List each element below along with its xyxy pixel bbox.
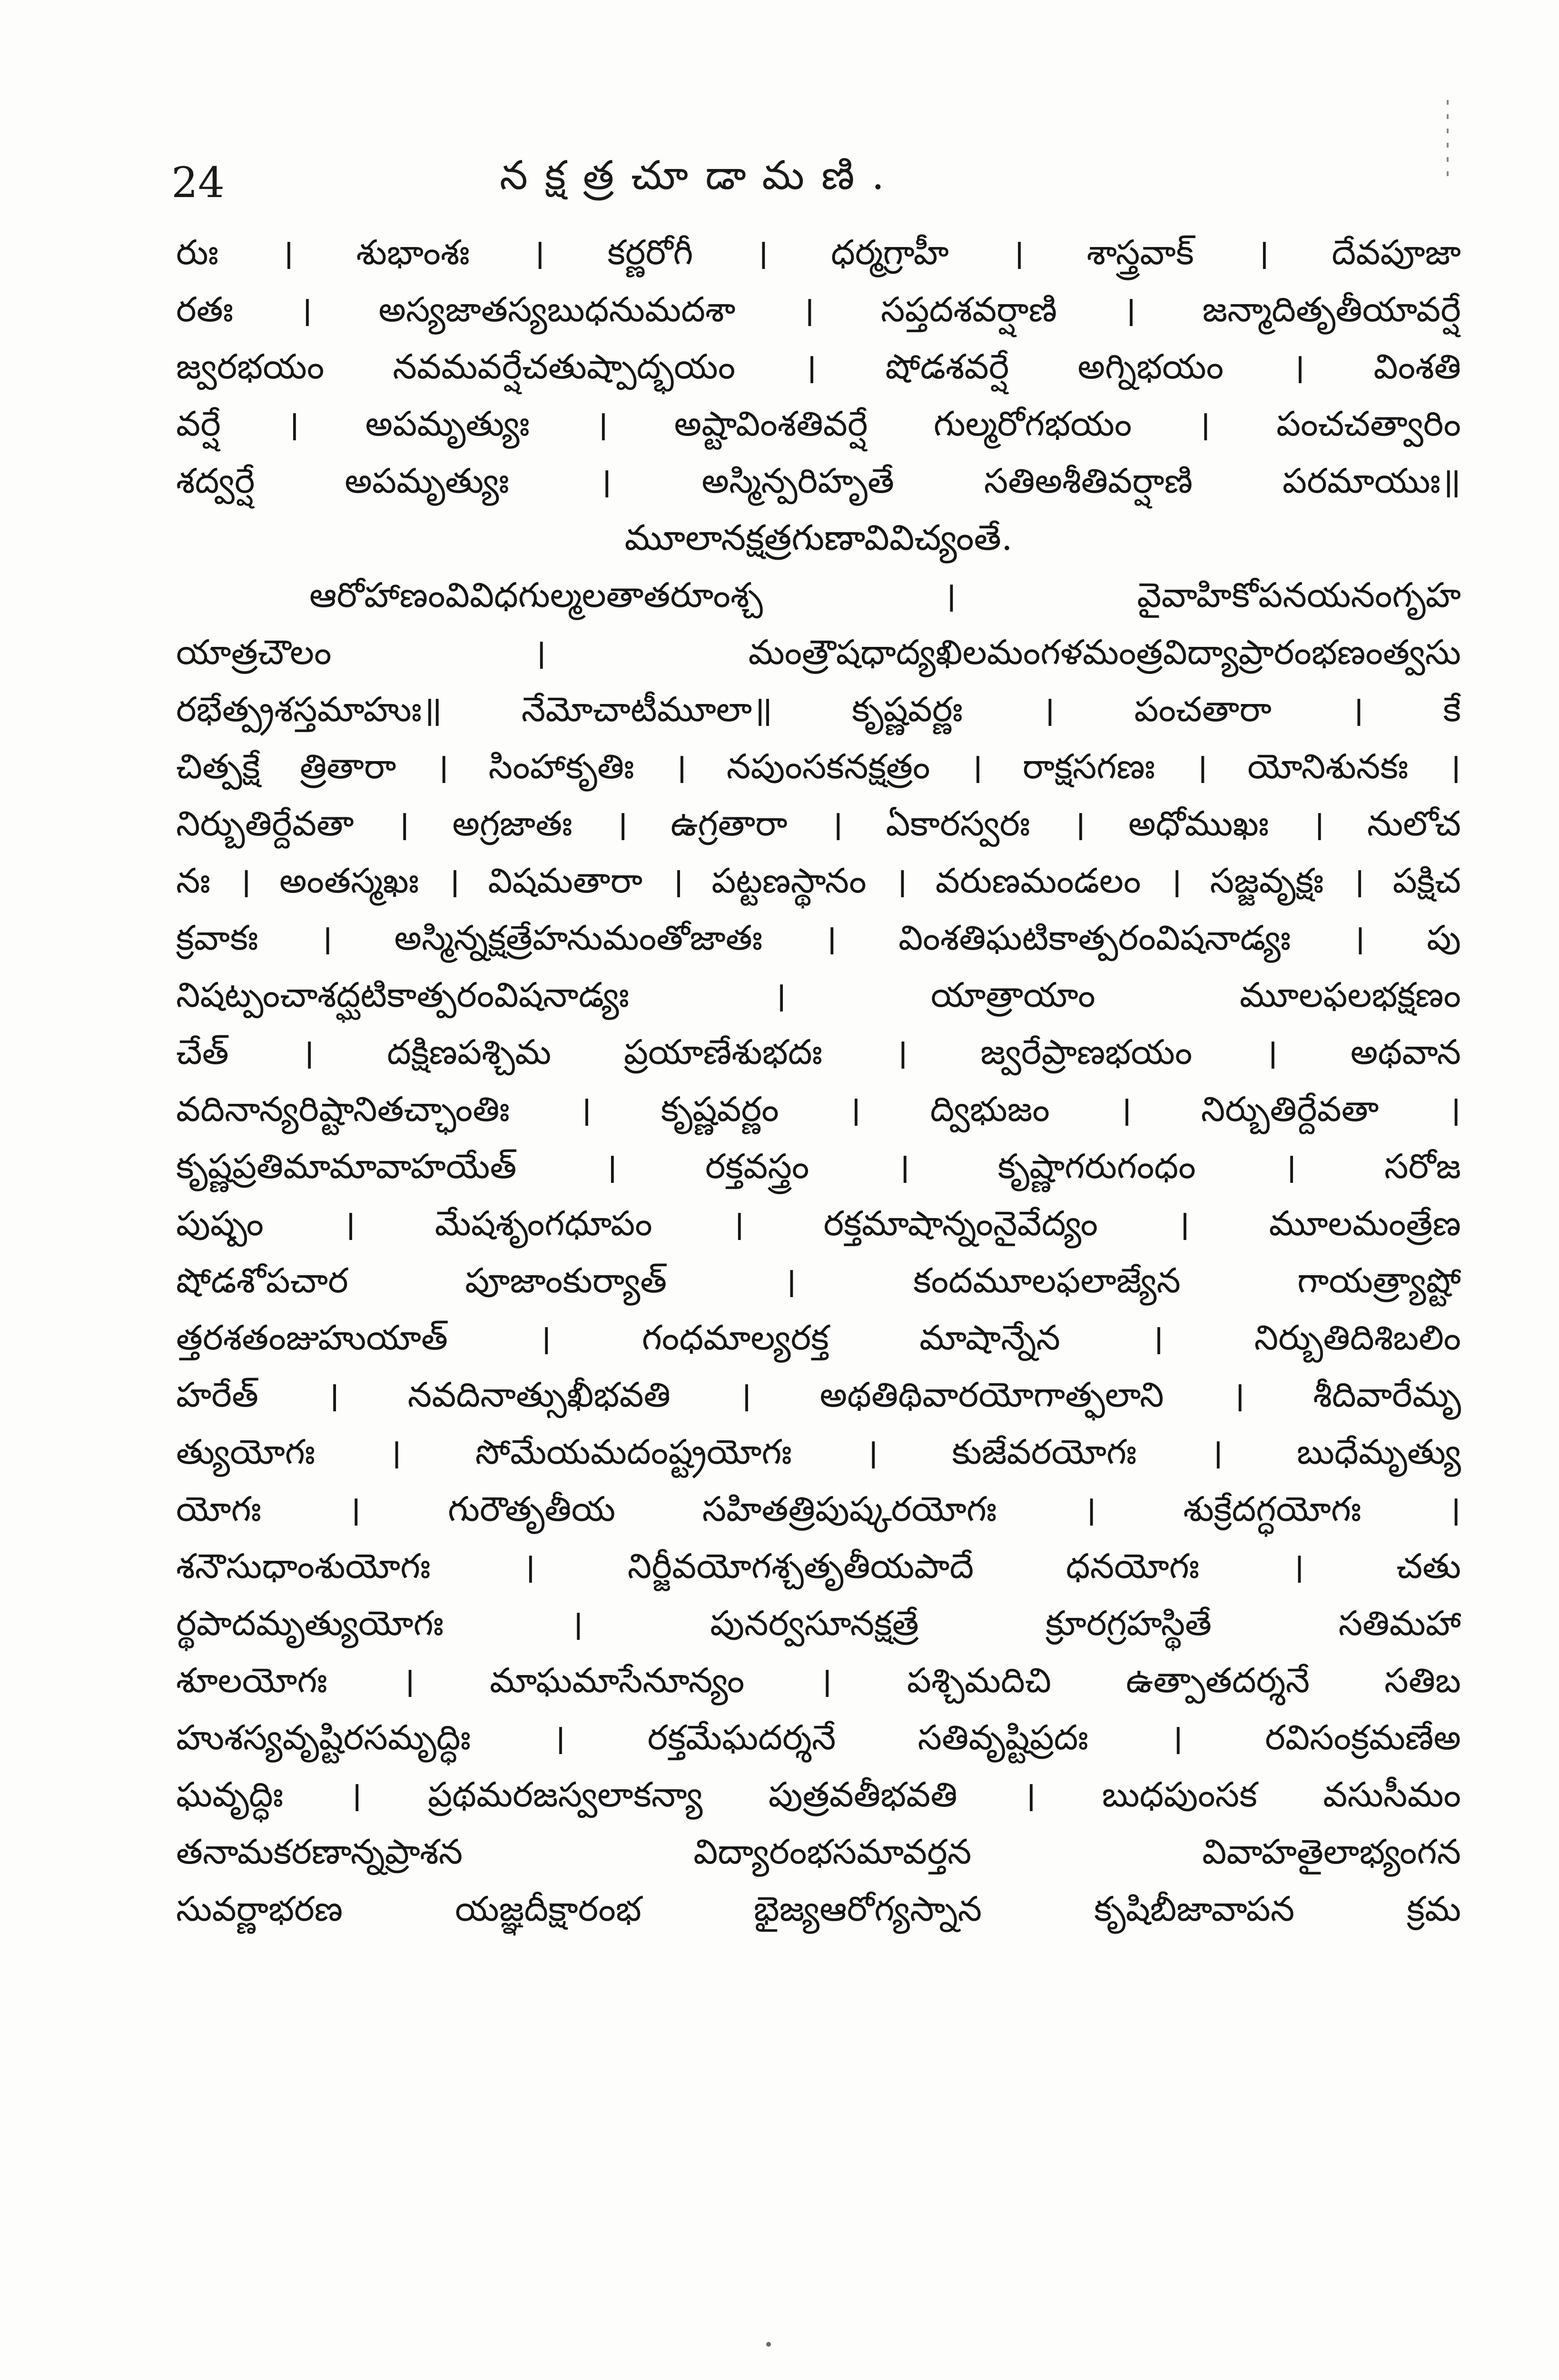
- text-line: త్తరశతంజుహుయాత్ । గంధమాల్యరక్త మాషాన్నేన । నిర్బుతిదిశిబలిం: [176, 1318, 1461, 1358]
- edge-smudge: [1447, 100, 1449, 181]
- text-line: జ్వరభయం నవమవర్షేచతుష్పాద్భయం । షోడశవర్షే అగ్నిభయం । వింశతి: [176, 347, 1461, 387]
- text-line: వర్షే । అపమృత్యుః । అష్టావింశతివర్షే గుల్మరోగభయం । పంచచత్వారిం: [176, 404, 1461, 444]
- text-line: శద్వర్షే అపమృత్యుః । అస్మిన్పరిహృతే సతిఅశీతివర్షాణి పరమాయుః॥: [176, 461, 1461, 501]
- text-line: కృష్ణప్రతిమామావాహయేత్ । రక్తవస్త్రం । కృష్ణాగరుగంధం । సరోజ: [176, 1146, 1461, 1186]
- text-line: ఆరోహాణంవివిధగుల్మలతాతరూంశ్చ । వైవాహికోపనయనంగృహ: [309, 575, 1461, 615]
- page-number: 24: [171, 158, 225, 207]
- text-line: రుః । శుభాంశః । కర్ణరోగీ । ధర్మగ్రాహీ । శాస్త్రవాక్ । దేవపూజా: [176, 232, 1461, 272]
- text-line: రభేత్ప్రశస్తమాహుః॥ నేమోచాటీమూలా॥ కృష్ణవర్ణః । పంచతారా । కే: [176, 689, 1461, 729]
- text-line: నః । అంతస్మఖః । విషమతారా । పట్టణస్థానం । వరుణమండలం । సజ్జవృక్షః । పక్షిచ: [176, 861, 1461, 901]
- text-line: చిత్పక్షే త్రితారా । సింహాకృతిః । నపుంసకనక్షత్రం । రాక్షసగణః । యోనిశునకః ।: [176, 746, 1461, 786]
- print-speck: [766, 2342, 771, 2347]
- text-line: వదినాన్యరిష్టానితచ్ఛాంతిః । కృష్ణవర్ణం । ద్విభుజం । నిర్బుతిర్దేవతా ।: [176, 1089, 1461, 1129]
- text-line: సువర్ణాభరణ యజ్ఞదీక్షారంభ భైజ్యఆరోగ్యస్నాన కృషిబీజావాపన క్రమ: [176, 1889, 1461, 1929]
- text-line: ర్థపాదమృత్యుయోగః । పునర్వసూనక్షత్రే క్రూరగ్రహస్థితే సతిమహా: [176, 1603, 1461, 1643]
- text-line: నిర్బుతిర్దేవతా । అగ్రజాతః । ఉగ్రతారా । ఏకారస్వరః । అధోముఖః । నులోచ: [176, 803, 1461, 843]
- text-line: నిషట్పంచాశద్ఘటికాత్పరంవిషనాడ్యః । యాత్రాయాం మూలఫలభక్షణం: [176, 975, 1461, 1015]
- text-line: ఘవృద్ధిః । ప్రథమరజస్వలాకన్యా పుత్రవతీభవతి । బుధపుంసక వసుసీమం: [176, 1775, 1461, 1815]
- text-line: త్యుయోగః । సోమేయమదంష్ట్రయోగః । కుజేవరయోగః । బుధేమృత్యు: [176, 1432, 1461, 1472]
- text-line: శనౌసుధాంశుయోగః । నిర్జీవయోగశ్చతృతీయపాదే ధనయోగః । చతు: [176, 1546, 1461, 1586]
- text-line: శూలయోగః । మాఘమాసేనూన్యం । పశ్చిమదిచి ఉత్పాతదర్శనే సతిబ: [176, 1660, 1461, 1700]
- text-line: యోగః । గురౌతృతీయ సహితత్రిపుష్కరయోగః । శుక్రేదగ్ధయోగః ।: [176, 1489, 1461, 1529]
- text-line: హరేత్ । నవదినాత్సుఖీభవతి । అథతిథివారయోగాత్ఫలాని । శీదివారేమృ: [176, 1375, 1461, 1415]
- body-text: [176, 224, 1461, 1937]
- text-line: హుశస్యవృష్టిరసమృద్ధిః । రక్తమేఘదర్శనే సతివృష్టిప్రదః । రవిసంక్రమణేఅ: [176, 1717, 1461, 1757]
- running-head: నక్షత్రచూడామణి.: [500, 152, 902, 198]
- text-line: షోడశోపచార పూజాంకుర్యాత్ । కందమూలఫలాజ్యేన గాయత్ర్యాష్టో: [176, 1260, 1461, 1300]
- text-line: పుష్పం । మేషశృంగధూపం । రక్తమాషాన్నంనైవేద్యం । మూలమంత్రేణ: [176, 1203, 1461, 1243]
- text-line: రతః । అస్యజాతస్యబుధనుమదశా । సప్తదశవర్షాణి । జన్మాదితృతీయావర్షే: [176, 289, 1461, 329]
- section-heading: మూలానక్షత్రగుణావివిచ్యంతే.: [624, 517, 1013, 558]
- text-line: చేత్ । దక్షిణపశ్చిమ ప్రయాణేశుభదః । జ్వరేప్రాణభయం । అథవాన: [176, 1032, 1461, 1072]
- text-line: తనామకరణాన్నప్రాశన విద్యారంభసమావర్తన వివాహతైలాభ్యంగన: [176, 1832, 1461, 1872]
- text-line: యాత్రచౌలం । మంత్రౌషధాద్యఖిలమంగళమంత్రవిద్యాప్రారంభణంత్వసు: [176, 632, 1461, 672]
- text-line: క్రవాకః । అస్మిన్నక్షత్రేహనుమంతోజాతః । వింశతిఘటికాత్పరంవిషనాడ్యః । పు: [176, 918, 1461, 958]
